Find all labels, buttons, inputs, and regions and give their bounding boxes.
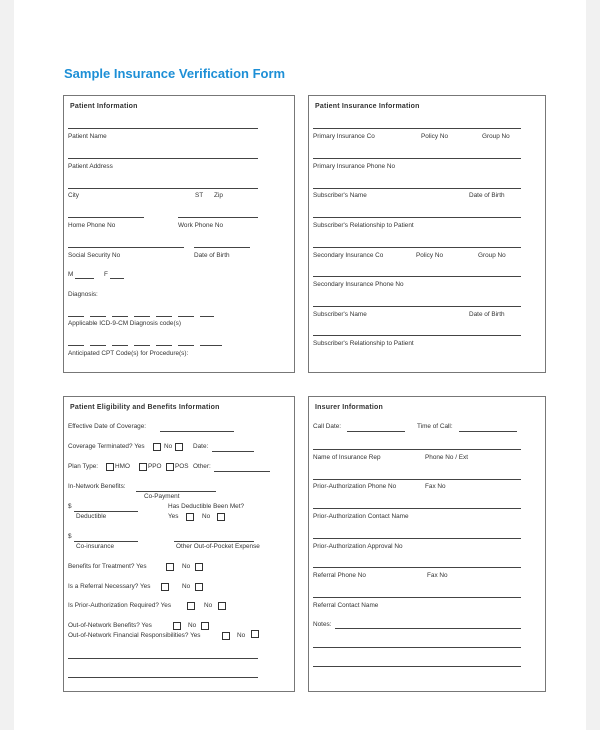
deductible-met-yes-checkbox[interactable]: [186, 513, 194, 521]
icd-code-4[interactable]: [134, 316, 150, 317]
icd-code-6[interactable]: [178, 316, 194, 317]
coverage-terminated-no-checkbox[interactable]: [175, 443, 183, 451]
coverage-terminated-no-label: No: [164, 443, 173, 450]
notes-field-3[interactable]: [313, 666, 521, 667]
prior-auth-fax-label: Fax No: [425, 483, 446, 490]
insurance-rep-label: Name of Insurance Rep: [313, 454, 381, 461]
prior-auth-contact-field[interactable]: [313, 508, 521, 509]
notes-line-1[interactable]: [68, 658, 258, 659]
patient-name-label: Patient Name: [68, 133, 107, 140]
ssn-field[interactable]: [68, 247, 184, 248]
secondary-insurance-field[interactable]: [313, 247, 521, 248]
phone-ext-label: Phone No / Ext: [425, 454, 468, 461]
primary-insurance-label: Primary Insurance Co: [313, 133, 375, 140]
prior-auth-phone-label: Prior-Authorization Phone No: [313, 483, 397, 490]
referral-phone-label: Referral Phone No: [313, 572, 366, 579]
icd-label: Applicable ICD-9-CM Diagnosis code(s): [68, 320, 181, 327]
work-phone-field[interactable]: [178, 217, 258, 218]
deductible-met-no-checkbox[interactable]: [217, 513, 225, 521]
referral-yes-checkbox[interactable]: [161, 583, 169, 591]
policy-no-2-label: Policy No: [416, 252, 443, 259]
oon-financial-label: Out-of-Network Financial Responsibilities? Yes: [68, 632, 201, 639]
cpt-code-4[interactable]: [134, 345, 150, 346]
icd-code-2[interactable]: [90, 316, 106, 317]
notes-label: Notes:: [313, 621, 332, 628]
benefits-treatment-yes-checkbox[interactable]: [166, 563, 174, 571]
section-header: Patient Insurance Information: [315, 103, 420, 110]
out-of-pocket-field[interactable]: [174, 541, 254, 542]
referral-fax-label: Fax No: [427, 572, 448, 579]
subscriber-dob-2-label: Date of Birth: [469, 311, 505, 318]
referral-phone-field[interactable]: [313, 567, 521, 568]
co-insurance-label: Co-insurance: [76, 543, 115, 550]
subscriber-relationship-2-label: Subscriber's Relationship to Patient: [313, 340, 414, 347]
referral-no-label: No: [182, 583, 191, 590]
deductible-met-no-label: No: [202, 513, 211, 520]
state-label: ST: [195, 192, 204, 199]
plan-type-label: Plan Type:: [68, 463, 99, 470]
home-phone-field[interactable]: [68, 217, 144, 218]
cpt-code-1[interactable]: [68, 345, 84, 346]
prior-auth-approval-label: Prior-Authorization Approval No: [313, 543, 403, 550]
cpt-label: Anticipated CPT Code(s) for Procedure(s):: [68, 350, 189, 357]
time-of-call-field[interactable]: [459, 431, 517, 432]
section-header: Insurer Information: [315, 404, 383, 411]
time-of-call-label: Time of Call:: [417, 423, 453, 430]
deductible-met-label: Has Deductible Been Met?: [168, 503, 245, 510]
secondary-phone-field[interactable]: [313, 276, 521, 277]
female-label: F: [104, 271, 108, 278]
subscriber-relationship-label: Subscriber's Relationship to Patient: [313, 222, 414, 229]
co-payment-label: Co-Payment: [144, 493, 180, 500]
pos-checkbox[interactable]: [166, 463, 174, 471]
primary-phone-label: Primary Insurance Phone No: [313, 163, 396, 170]
diagnosis-label: Diagnosis:: [68, 291, 98, 298]
benefits-treatment-no-checkbox[interactable]: [195, 563, 203, 571]
eligibility-benefits-section: [63, 396, 295, 692]
oon-financial-yes-checkbox[interactable]: [222, 632, 230, 640]
home-phone-label: Home Phone No: [68, 222, 116, 229]
patient-information-section: [63, 95, 295, 373]
prior-auth-required-label: Is Prior-Authorization Required? Yes: [68, 602, 172, 609]
referral-no-checkbox[interactable]: [195, 583, 203, 591]
prior-auth-no-label: No: [204, 602, 213, 609]
notes-field-2[interactable]: [313, 647, 521, 648]
dollar-sign-2: $: [68, 533, 72, 540]
subscriber-relationship-2-field[interactable]: [313, 335, 521, 336]
insurer-information-section: [308, 396, 546, 692]
hmo-label: HMO: [115, 463, 130, 470]
patient-address-label: Patient Address: [68, 163, 113, 170]
terminated-date-field[interactable]: [212, 451, 254, 452]
benefits-treatment-no-label: No: [182, 563, 191, 570]
female-field[interactable]: [110, 278, 124, 279]
prior-auth-yes-checkbox[interactable]: [187, 602, 195, 610]
prior-auth-approval-field[interactable]: [313, 538, 521, 539]
referral-necessary-label: Is a Referral Necessary? Yes: [68, 583, 151, 590]
subscriber-name-label: Subscriber's Name: [313, 192, 367, 199]
oon-benefits-yes-checkbox[interactable]: [173, 622, 181, 630]
oon-financial-no-checkbox[interactable]: [251, 630, 259, 638]
plan-other-label: Other:: [193, 463, 211, 470]
dob-field[interactable]: [194, 247, 250, 248]
ppo-checkbox[interactable]: [139, 463, 147, 471]
ppo-label: PPO: [148, 463, 162, 470]
icd-code-3[interactable]: [112, 316, 128, 317]
section-header: Patient Eligibility and Benefits Information: [70, 404, 220, 411]
cpt-code-5[interactable]: [156, 345, 172, 346]
ssn-label: Social Security No: [68, 252, 121, 259]
oon-benefits-no-label: No: [188, 622, 197, 629]
notes-field-1[interactable]: [335, 628, 521, 629]
cpt-code-2[interactable]: [90, 345, 106, 346]
benefits-treatment-label: Benefits for Treatment? Yes: [68, 563, 147, 570]
deductible-label: Deductible: [76, 513, 107, 520]
work-phone-label: Work Phone No: [178, 222, 223, 229]
prior-auth-phone-field[interactable]: [313, 479, 521, 480]
in-network-label: In-Network Benefits:: [68, 483, 126, 490]
icd-code-5[interactable]: [156, 316, 172, 317]
secondary-phone-label: Secondary Insurance Phone No: [313, 281, 404, 288]
coverage-terminated-yes-checkbox[interactable]: [153, 443, 161, 451]
co-insurance-field[interactable]: [74, 541, 138, 542]
patient-address-field[interactable]: [68, 158, 258, 159]
oon-benefits-label: Out-of-Network Benefits? Yes: [68, 622, 152, 629]
zip-label: Zip: [214, 192, 223, 199]
icd-code-1[interactable]: [68, 316, 84, 317]
hmo-checkbox[interactable]: [106, 463, 114, 471]
coverage-terminated-label: Coverage Terminated? Yes: [68, 443, 145, 450]
subscriber-relationship-field[interactable]: [313, 217, 521, 218]
prior-auth-no-checkbox[interactable]: [218, 602, 226, 610]
oon-financial-no-label: No: [237, 632, 246, 639]
patient-insurance-section: [308, 95, 546, 373]
cpt-code-6[interactable]: [178, 345, 194, 346]
oon-benefits-no-checkbox[interactable]: [201, 622, 209, 630]
subscriber-dob-label: Date of Birth: [469, 192, 505, 199]
call-date-label: Call Date:: [313, 423, 342, 430]
cpt-code-3[interactable]: [112, 345, 128, 346]
group-no-label: Group No: [482, 133, 510, 140]
dob-label: Date of Birth: [194, 252, 230, 259]
deductible-field[interactable]: [74, 511, 138, 512]
subscriber-name-2-label: Subscriber's Name: [313, 311, 367, 318]
referral-contact-label: Referral Contact Name: [313, 602, 379, 609]
cpt-code-7[interactable]: [200, 345, 222, 346]
primary-phone-field[interactable]: [313, 158, 521, 159]
dollar-sign-1: $: [68, 503, 72, 510]
notes-line-2[interactable]: [68, 677, 258, 678]
policy-no-label: Policy No: [421, 133, 448, 140]
effective-date-label: Effective Date of Coverage:: [68, 423, 147, 430]
icd-code-7[interactable]: [200, 316, 214, 317]
male-field[interactable]: [75, 278, 94, 279]
city-state-zip-field[interactable]: [68, 188, 258, 189]
section-header: Patient Information: [70, 103, 138, 110]
group-no-2-label: Group No: [478, 252, 506, 259]
subscriber-name-2-field[interactable]: [313, 306, 521, 307]
primary-insurance-field[interactable]: [313, 128, 521, 129]
pos-label: POS: [175, 463, 189, 470]
plan-other-field[interactable]: [214, 471, 270, 472]
page-title: Sample Insurance Verification Form: [64, 66, 286, 81]
in-network-field[interactable]: [136, 491, 216, 492]
male-label: M: [68, 271, 74, 278]
secondary-insurance-label: Secondary Insurance Co: [313, 252, 384, 259]
city-label: City: [68, 192, 80, 199]
insurance-rep-field[interactable]: [313, 449, 521, 450]
subscriber-name-field[interactable]: [313, 188, 521, 189]
referral-contact-field[interactable]: [313, 597, 521, 598]
deductible-met-yes-label: Yes: [168, 513, 179, 520]
out-of-pocket-label: Other Out-of-Pocket Expense: [176, 543, 260, 550]
call-date-field[interactable]: [347, 431, 405, 432]
prior-auth-contact-label: Prior-Authorization Contact Name: [313, 513, 409, 520]
effective-date-field[interactable]: [160, 431, 234, 432]
patient-name-field[interactable]: [68, 128, 258, 129]
terminated-date-label: Date:: [193, 443, 209, 450]
